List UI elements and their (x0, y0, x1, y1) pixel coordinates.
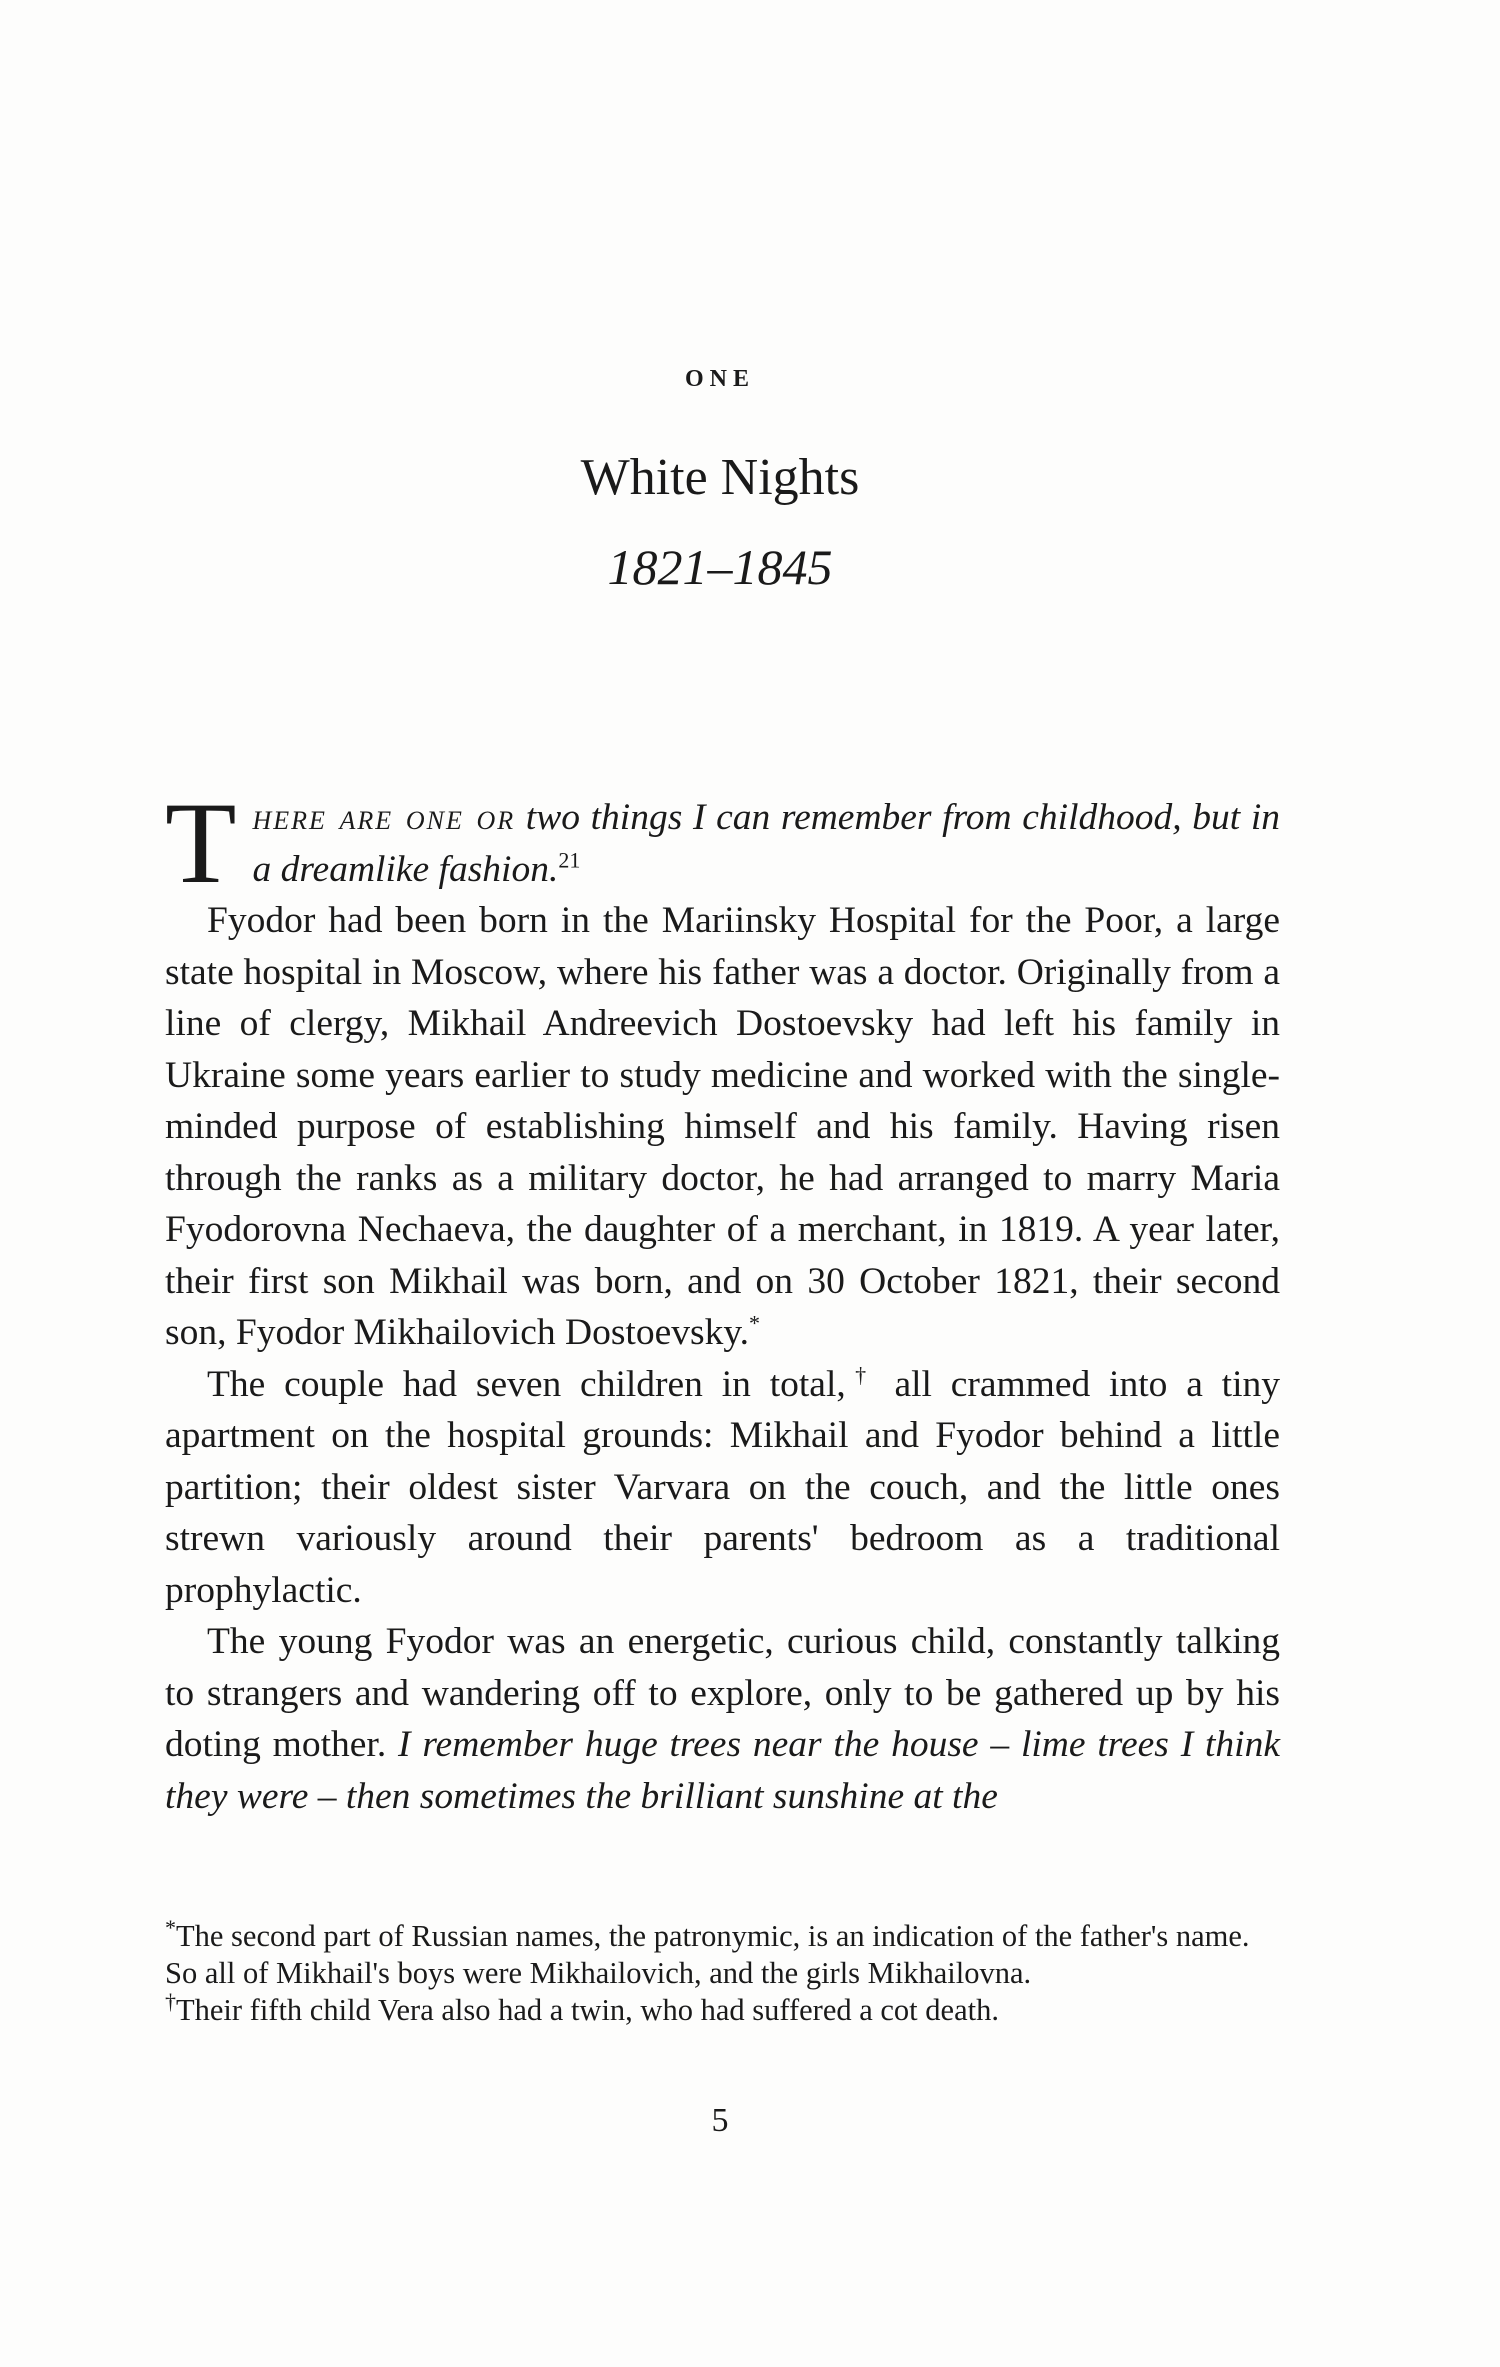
paragraph-birth-text: Fyodor had been born in the Mariinsky Hospital for the Poor, a large state hospital in Moscow, where his father was a doctor. Originally from a line of clergy, Mikhail Andreevich Dostoevsky had left his family in Ukraine some years earlier to study medicine and worked with the single-minded purpose of establishing himself and his family. Having risen through the ranks as a military doctor, he had arranged to marry Maria Fyodorovna Nechaeva, the daughter of a merchant, in 1819. A year later, their first son Mikhail was born, and on 30 October 1821, their second son, Fyodor Mikhailovich Dostoevsky. (165, 900, 1280, 1353)
paragraph-family-text-a: The couple had seven children in total, (207, 1363, 846, 1405)
opening-quote: two things I can remember from childhood, but in a dreamlike fashion. (252, 797, 1280, 890)
footnote-marker-1: * (749, 1310, 761, 1336)
footnote-2-text: Their fifth child Vera also had a twin, who had suffered a cot death. (176, 1993, 999, 2027)
paragraph-family (165, 1359, 1280, 1617)
footnote-1 (165, 1914, 1280, 1992)
paragraph-birth (165, 895, 1280, 1359)
footnote-marker-2: † (845, 1362, 876, 1387)
body-text (165, 779, 1281, 1822)
chapter-title: White Nights (580, 449, 860, 506)
chapter-label: ONE (684, 366, 755, 392)
drop-cap: T (165, 779, 237, 908)
footnotes (165, 1914, 1280, 2029)
paragraph-childhood-text: The young Fyodor was an energetic, curious child, constantly talking to strangers and wandering off to explore, only to be gathered up by his doting mother. (165, 1621, 1280, 1765)
footnote-2 (165, 1988, 1280, 2029)
chapter-dates: 1821–1845 (607, 539, 833, 595)
footnote-2-mark: † (165, 1988, 176, 2014)
page-number: 5 (711, 2102, 729, 2139)
opening-paragraph (165, 779, 1280, 908)
paragraph-family-text-b: all crammed into a tiny apartment on the hospital grounds: Mikhail and Fyodor behind a little partition; their oldest sister Varvara on the couch, and the little ones strewn variously around their parents' bedroom as a traditional prophylactic. (165, 1363, 1281, 1611)
paragraph-childhood (165, 1616, 1280, 1822)
footnote-1-mark: * (165, 1914, 176, 1940)
footnote-1-text: The second part of Russian names, the patronymic, is an indication of the father's name. So all of Mikhail's boys were Mikhailovich, and the girls Mikhailovna. (165, 1919, 1250, 1990)
opening-smallcaps: here are one or (252, 797, 516, 838)
note-reference: 21 (558, 847, 581, 872)
paragraph-childhood-quote: I remember huge trees near the house – lime trees I think they were – then sometimes the brilliant sunshine at the (165, 1724, 1280, 1817)
